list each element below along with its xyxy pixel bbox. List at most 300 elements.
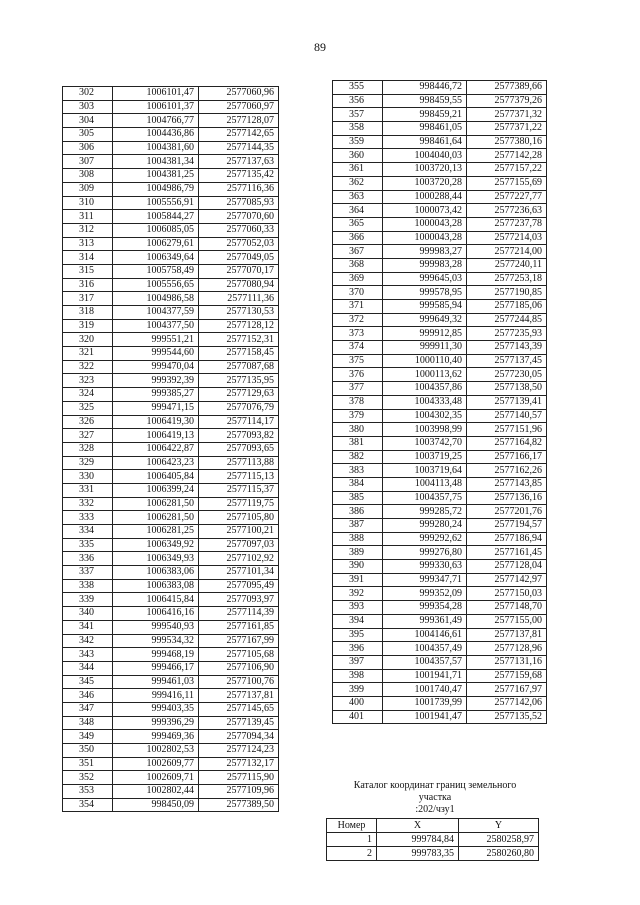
table-row xyxy=(63,360,279,374)
table-row xyxy=(63,675,279,689)
table-row xyxy=(63,292,279,306)
coord-x: 999784,84 xyxy=(377,833,459,847)
point-number: 353 xyxy=(63,785,113,799)
coord-x: 998459,21 xyxy=(383,108,467,122)
table-row xyxy=(63,785,279,799)
table-row xyxy=(333,573,547,587)
coord-y: 2577161,85 xyxy=(199,620,279,634)
coord-y: 2577080,94 xyxy=(199,278,279,292)
coord-x: 1003719,64 xyxy=(383,464,467,478)
coord-x: 1003720,13 xyxy=(383,163,467,177)
point-number: 320 xyxy=(63,333,113,347)
table-row xyxy=(327,833,539,847)
table-row xyxy=(63,429,279,443)
coord-x: 1001941,71 xyxy=(383,669,467,683)
coord-y: 2577152,31 xyxy=(199,333,279,347)
point-number: 304 xyxy=(63,114,113,128)
table-row xyxy=(333,464,547,478)
coord-x: 999354,28 xyxy=(383,601,467,615)
table-row xyxy=(333,601,547,615)
table-row xyxy=(63,497,279,511)
point-number: 384 xyxy=(333,477,383,491)
coord-x: 999649,32 xyxy=(383,313,467,327)
table-row xyxy=(333,258,547,272)
point-number: 307 xyxy=(63,155,113,169)
coord-y: 2577140,57 xyxy=(467,409,547,423)
header-x: X xyxy=(377,819,459,833)
coord-y: 2577060,96 xyxy=(199,87,279,101)
point-number: 373 xyxy=(333,327,383,341)
table-row xyxy=(333,272,547,286)
point-number: 385 xyxy=(333,491,383,505)
coord-y: 2577190,85 xyxy=(467,286,547,300)
coord-y: 2577145,65 xyxy=(199,702,279,716)
point-number: 377 xyxy=(333,382,383,396)
table-row xyxy=(333,217,547,231)
point-number: 2 xyxy=(327,847,377,861)
point-number: 325 xyxy=(63,401,113,415)
coord-y: 2577236,63 xyxy=(467,204,547,218)
table-row xyxy=(63,374,279,388)
point-number: 355 xyxy=(333,81,383,95)
table-row xyxy=(63,456,279,470)
point-number: 349 xyxy=(63,730,113,744)
coord-x: 1006405,84 xyxy=(113,470,199,484)
point-number: 368 xyxy=(333,258,383,272)
table-row xyxy=(63,620,279,634)
point-number: 328 xyxy=(63,442,113,456)
coord-y: 2577155,69 xyxy=(467,176,547,190)
coord-x: 998450,09 xyxy=(113,798,199,812)
coord-y: 2577143,39 xyxy=(467,341,547,355)
coord-x: 1004381,34 xyxy=(113,155,199,169)
coord-y: 2577389,50 xyxy=(199,798,279,812)
table-row xyxy=(63,155,279,169)
point-number: 378 xyxy=(333,395,383,409)
table-row xyxy=(63,552,279,566)
table-row xyxy=(63,333,279,347)
point-number: 394 xyxy=(333,614,383,628)
table-row xyxy=(63,401,279,415)
table-row xyxy=(63,415,279,429)
coord-x: 1004357,57 xyxy=(383,655,467,669)
point-number: 383 xyxy=(333,464,383,478)
point-number: 318 xyxy=(63,306,113,320)
point-number: 334 xyxy=(63,525,113,539)
coord-x: 1002802,53 xyxy=(113,744,199,758)
point-number: 335 xyxy=(63,538,113,552)
coord-y: 2577142,97 xyxy=(467,573,547,587)
point-number: 364 xyxy=(333,204,383,218)
coord-y: 2577144,35 xyxy=(199,141,279,155)
point-number: 361 xyxy=(333,163,383,177)
table-row xyxy=(63,388,279,402)
table-row xyxy=(333,135,547,149)
coord-x: 999461,03 xyxy=(113,675,199,689)
coord-y: 2577214,00 xyxy=(467,245,547,259)
table-row xyxy=(63,511,279,525)
coord-y: 2577070,17 xyxy=(199,264,279,278)
table-row xyxy=(333,190,547,204)
coord-x: 999392,39 xyxy=(113,374,199,388)
point-number: 343 xyxy=(63,648,113,662)
coord-x: 1006085,05 xyxy=(113,223,199,237)
coord-y: 2577162,26 xyxy=(467,464,547,478)
table-row xyxy=(333,546,547,560)
point-number: 352 xyxy=(63,771,113,785)
table-row xyxy=(63,210,279,224)
table-row xyxy=(333,655,547,669)
coord-y: 2577060,97 xyxy=(199,100,279,114)
point-number: 348 xyxy=(63,716,113,730)
coordinate-table-left xyxy=(62,86,279,812)
coord-y: 2577158,45 xyxy=(199,347,279,361)
table-row xyxy=(333,560,547,574)
point-number: 396 xyxy=(333,642,383,656)
table-row xyxy=(333,669,547,683)
coord-y: 2577230,05 xyxy=(467,368,547,382)
table-row xyxy=(333,423,547,437)
point-number: 381 xyxy=(333,436,383,450)
point-number: 333 xyxy=(63,511,113,525)
coord-x: 998461,05 xyxy=(383,122,467,136)
coord-x: 999578,95 xyxy=(383,286,467,300)
point-number: 306 xyxy=(63,141,113,155)
coord-y: 2577087,68 xyxy=(199,360,279,374)
coord-x: 1006101,47 xyxy=(113,87,199,101)
point-number: 305 xyxy=(63,128,113,142)
point-number: 332 xyxy=(63,497,113,511)
coord-y: 2577139,41 xyxy=(467,395,547,409)
coord-x: 1002802,44 xyxy=(113,785,199,799)
table-row xyxy=(63,593,279,607)
point-number: 379 xyxy=(333,409,383,423)
table-row xyxy=(63,798,279,812)
table-row xyxy=(63,702,279,716)
coord-y: 2577095,49 xyxy=(199,579,279,593)
point-number: 380 xyxy=(333,423,383,437)
coord-x: 1004436,86 xyxy=(113,128,199,142)
coord-x: 1003998,99 xyxy=(383,423,467,437)
coord-x: 999645,03 xyxy=(383,272,467,286)
coord-x: 999276,80 xyxy=(383,546,467,560)
coord-x: 999352,09 xyxy=(383,587,467,601)
table-row xyxy=(333,587,547,601)
table-row xyxy=(63,525,279,539)
coord-y: 2577115,13 xyxy=(199,470,279,484)
coord-y: 2577137,81 xyxy=(467,628,547,642)
coord-x: 1004302,35 xyxy=(383,409,467,423)
coord-x: 1000043,28 xyxy=(383,231,467,245)
table-row xyxy=(63,347,279,361)
point-number: 363 xyxy=(333,190,383,204)
table-row xyxy=(63,278,279,292)
point-number: 382 xyxy=(333,450,383,464)
point-number: 398 xyxy=(333,669,383,683)
table-row xyxy=(63,141,279,155)
coord-y: 2577194,57 xyxy=(467,519,547,533)
table-row xyxy=(333,354,547,368)
table-row xyxy=(333,300,547,314)
table-row xyxy=(333,149,547,163)
coord-x: 999983,27 xyxy=(383,245,467,259)
point-number: 401 xyxy=(333,710,383,724)
coord-y: 2577240,11 xyxy=(467,258,547,272)
coord-x: 1001941,47 xyxy=(383,710,467,724)
table-row xyxy=(63,169,279,183)
point-number: 340 xyxy=(63,607,113,621)
table-row xyxy=(333,245,547,259)
coord-y: 2577106,90 xyxy=(199,661,279,675)
table-row xyxy=(63,607,279,621)
point-number: 302 xyxy=(63,87,113,101)
coord-x: 1006419,30 xyxy=(113,415,199,429)
table-row xyxy=(327,847,539,861)
coord-y: 2577128,96 xyxy=(467,642,547,656)
table-row xyxy=(333,409,547,423)
point-number: 367 xyxy=(333,245,383,259)
coord-y: 2577166,17 xyxy=(467,450,547,464)
coord-x: 1005844,27 xyxy=(113,210,199,224)
table-row xyxy=(63,634,279,648)
coord-y: 2577115,37 xyxy=(199,483,279,497)
point-number: 331 xyxy=(63,483,113,497)
coord-y: 2577137,81 xyxy=(199,689,279,703)
table-row xyxy=(333,313,547,327)
point-number: 390 xyxy=(333,560,383,574)
table-row xyxy=(63,730,279,744)
table-row xyxy=(333,505,547,519)
point-number: 393 xyxy=(333,601,383,615)
page-number: 89 xyxy=(314,40,326,54)
table-row xyxy=(333,327,547,341)
coord-y: 2577135,95 xyxy=(199,374,279,388)
coord-x: 999361,49 xyxy=(383,614,467,628)
coord-y: 2577164,82 xyxy=(467,436,547,450)
coord-y: 2577049,05 xyxy=(199,251,279,265)
point-number: 375 xyxy=(333,354,383,368)
header-y: Y xyxy=(459,819,539,833)
point-number: 321 xyxy=(63,347,113,361)
coord-x: 1005556,65 xyxy=(113,278,199,292)
coord-y: 2577070,60 xyxy=(199,210,279,224)
coord-x: 1001740,47 xyxy=(383,683,467,697)
coord-y: 2577161,45 xyxy=(467,546,547,560)
coord-y: 2577167,97 xyxy=(467,683,547,697)
table-row xyxy=(63,182,279,196)
coord-y: 2577227,77 xyxy=(467,190,547,204)
coord-x: 1000043,28 xyxy=(383,217,467,231)
coord-x: 1004040,03 xyxy=(383,149,467,163)
table-row xyxy=(63,237,279,251)
coord-y: 2577102,92 xyxy=(199,552,279,566)
point-number: 313 xyxy=(63,237,113,251)
coord-y: 2577076,79 xyxy=(199,401,279,415)
point-number: 386 xyxy=(333,505,383,519)
point-number: 324 xyxy=(63,388,113,402)
coord-y: 2577128,12 xyxy=(199,319,279,333)
coord-y: 2577244,85 xyxy=(467,313,547,327)
coord-x: 1004766,77 xyxy=(113,114,199,128)
coord-y: 2577060,33 xyxy=(199,223,279,237)
coord-x: 1004986,58 xyxy=(113,292,199,306)
caption-line-1: Каталог координат границ земельного xyxy=(353,780,517,791)
coord-y: 2580258,97 xyxy=(459,833,539,847)
coord-x: 1006423,23 xyxy=(113,456,199,470)
coord-y: 2577093,82 xyxy=(199,429,279,443)
table-row xyxy=(333,176,547,190)
table-row xyxy=(63,114,279,128)
point-number: 308 xyxy=(63,169,113,183)
coord-x: 999544,60 xyxy=(113,347,199,361)
point-number: 391 xyxy=(333,573,383,587)
catalog-caption xyxy=(326,780,544,816)
coord-y: 2577214,03 xyxy=(467,231,547,245)
table-row xyxy=(333,614,547,628)
table-row xyxy=(63,716,279,730)
table-row xyxy=(63,100,279,114)
table-row xyxy=(333,696,547,710)
coord-x: 999466,17 xyxy=(113,661,199,675)
point-number: 354 xyxy=(63,798,113,812)
coord-x: 999911,30 xyxy=(383,341,467,355)
coord-x: 1004381,60 xyxy=(113,141,199,155)
point-number: 356 xyxy=(333,94,383,108)
coord-y: 2577113,88 xyxy=(199,456,279,470)
coord-y: 2577142,65 xyxy=(199,128,279,142)
point-number: 350 xyxy=(63,744,113,758)
table-row xyxy=(63,566,279,580)
table-row xyxy=(333,710,547,724)
point-number: 376 xyxy=(333,368,383,382)
point-number: 400 xyxy=(333,696,383,710)
coord-x: 1004357,86 xyxy=(383,382,467,396)
coord-y: 2577159,68 xyxy=(467,669,547,683)
coord-x: 999285,72 xyxy=(383,505,467,519)
point-number: 303 xyxy=(63,100,113,114)
point-number: 366 xyxy=(333,231,383,245)
table-row xyxy=(63,128,279,142)
coord-x: 1006383,06 xyxy=(113,566,199,580)
coord-y: 2577115,90 xyxy=(199,771,279,785)
point-number: 329 xyxy=(63,456,113,470)
coord-y: 2577371,22 xyxy=(467,122,547,136)
coord-x: 999470,04 xyxy=(113,360,199,374)
parcel-coordinate-table xyxy=(326,818,539,861)
caption-line-2: участка xyxy=(418,792,452,803)
coord-y: 2577253,18 xyxy=(467,272,547,286)
coord-x: 999783,35 xyxy=(377,847,459,861)
table-row xyxy=(333,642,547,656)
coord-y: 2577100,76 xyxy=(199,675,279,689)
coord-y: 2577101,34 xyxy=(199,566,279,580)
point-number: 336 xyxy=(63,552,113,566)
table-row xyxy=(333,163,547,177)
point-number: 345 xyxy=(63,675,113,689)
coord-y: 2577167,99 xyxy=(199,634,279,648)
table-row xyxy=(333,477,547,491)
point-number: 374 xyxy=(333,341,383,355)
table-row xyxy=(63,223,279,237)
coord-y: 2577085,93 xyxy=(199,196,279,210)
coord-x: 1006399,24 xyxy=(113,483,199,497)
coord-y: 2577138,50 xyxy=(467,382,547,396)
table-row xyxy=(63,757,279,771)
coord-x: 998459,55 xyxy=(383,94,467,108)
table-row xyxy=(333,382,547,396)
coord-y: 2577132,17 xyxy=(199,757,279,771)
coord-x: 999551,21 xyxy=(113,333,199,347)
point-number: 359 xyxy=(333,135,383,149)
table-row xyxy=(333,108,547,122)
coord-y: 2577137,45 xyxy=(467,354,547,368)
coord-y: 2577093,65 xyxy=(199,442,279,456)
coord-y: 2577201,76 xyxy=(467,505,547,519)
point-number: 397 xyxy=(333,655,383,669)
coord-y: 2577116,36 xyxy=(199,182,279,196)
table-row xyxy=(63,661,279,675)
coord-x: 999983,28 xyxy=(383,258,467,272)
point-number: 330 xyxy=(63,470,113,484)
coord-x: 999469,36 xyxy=(113,730,199,744)
coord-x: 999396,29 xyxy=(113,716,199,730)
point-number: 387 xyxy=(333,519,383,533)
coord-x: 998461,64 xyxy=(383,135,467,149)
coord-y: 2577139,45 xyxy=(199,716,279,730)
coord-x: 999534,32 xyxy=(113,634,199,648)
coord-y: 2577105,80 xyxy=(199,511,279,525)
point-number: 316 xyxy=(63,278,113,292)
coord-x: 1006281,25 xyxy=(113,525,199,539)
coord-x: 1005556,91 xyxy=(113,196,199,210)
coord-x: 1004357,75 xyxy=(383,491,467,505)
point-number: 1 xyxy=(327,833,377,847)
coord-y: 2577114,39 xyxy=(199,607,279,621)
coord-y: 2577135,52 xyxy=(467,710,547,724)
coord-x: 1006415,84 xyxy=(113,593,199,607)
coord-x: 998446,72 xyxy=(383,81,467,95)
table-row xyxy=(333,395,547,409)
coord-y: 2577114,17 xyxy=(199,415,279,429)
coord-x: 1003742,70 xyxy=(383,436,467,450)
coord-x: 999330,63 xyxy=(383,560,467,574)
point-number: 357 xyxy=(333,108,383,122)
coord-y: 2577148,70 xyxy=(467,601,547,615)
coord-y: 2577151,96 xyxy=(467,423,547,437)
coord-y: 2577093,97 xyxy=(199,593,279,607)
point-number: 311 xyxy=(63,210,113,224)
coord-x: 1001739,99 xyxy=(383,696,467,710)
coord-x: 1006422,87 xyxy=(113,442,199,456)
coord-x: 1006349,93 xyxy=(113,552,199,566)
coord-y: 2577142,28 xyxy=(467,149,547,163)
point-number: 341 xyxy=(63,620,113,634)
coord-x: 999468,19 xyxy=(113,648,199,662)
coord-x: 1002609,77 xyxy=(113,757,199,771)
coord-y: 2577100,21 xyxy=(199,525,279,539)
table-row xyxy=(333,204,547,218)
table-row xyxy=(63,483,279,497)
coord-x: 999385,27 xyxy=(113,388,199,402)
coord-x: 999280,24 xyxy=(383,519,467,533)
coord-y: 2577129,63 xyxy=(199,388,279,402)
point-number: 358 xyxy=(333,122,383,136)
table-row xyxy=(333,94,547,108)
table-row xyxy=(63,87,279,101)
table-row xyxy=(63,689,279,703)
coord-x: 999347,71 xyxy=(383,573,467,587)
coord-y: 2577124,23 xyxy=(199,744,279,758)
